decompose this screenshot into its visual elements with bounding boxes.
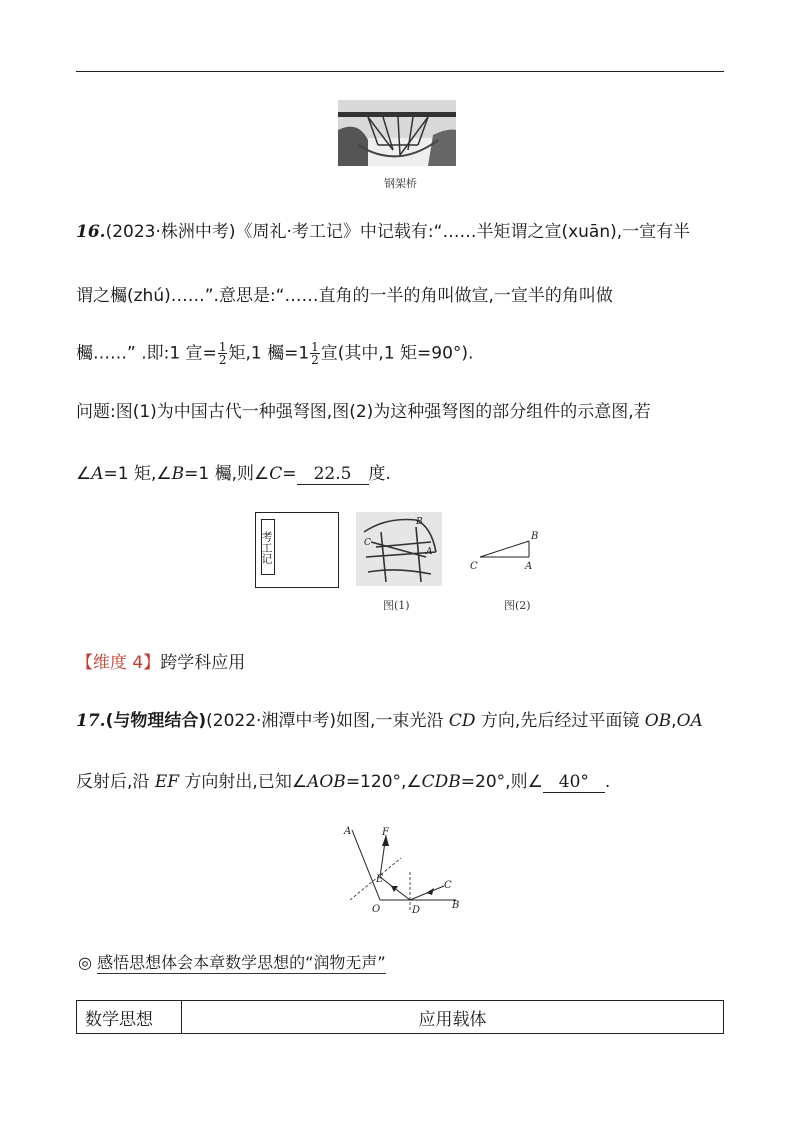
svg-text:C: C	[364, 538, 371, 548]
fraction-half-2: $\frac{1}{2}$	[311, 340, 319, 367]
fraction-half-1: $\frac{1}{2}$	[218, 340, 227, 367]
math-thinking-table	[76, 1000, 724, 1034]
q17-number: 17.	[76, 711, 106, 731]
q16-line-2: 谓之欘(zhú)……”.意思是:“……直角的一半的角叫做宣,一宣半的角叫做	[76, 286, 613, 306]
arrow-dc	[426, 888, 434, 895]
book-figure	[255, 512, 339, 588]
q16-answer: 22.5	[297, 464, 369, 485]
triangle-diagram	[465, 525, 545, 575]
think-text: 感悟思想体会本章数学思想的“润物无声”	[97, 953, 386, 972]
q17-line-2: 反射后,沿 EF 方向射出,已知∠AOB=120°,∠CDB=20°,则∠ 40° .	[76, 772, 611, 792]
q16-line-4: 问题:图(1)为中国古代一种强弩图,图(2)为这种强弩图的部分组件的示意图,若	[76, 402, 651, 422]
svg-text:B: B	[452, 900, 460, 911]
svg-text:C: C	[444, 880, 452, 891]
bullet-icon: ◎	[78, 953, 92, 972]
fig2-caption: 图(2)	[504, 599, 531, 612]
q17-line-1: 17.(与物理结合)(2022·湘潭中考)如图,一束光沿 CD 方向,先后经过平面镜 OB,OA	[76, 711, 703, 731]
q17-tag: (与物理结合)	[105, 711, 207, 731]
label-a: A	[525, 561, 533, 572]
q16-line-3: 欘……” .即:1 宣= $\frac{1}{2}$ 矩,1 欘=1 $\frac{1}{2}$ 宣(其中,1 矩=90°).	[76, 340, 474, 367]
svg-text:A: A	[344, 826, 352, 837]
svg-text:D: D	[412, 905, 421, 916]
q17-answer: 40°	[543, 772, 605, 793]
dimension-text: 跨学科应用	[160, 653, 246, 673]
bridge-photo	[338, 100, 456, 166]
label-b: B	[531, 531, 539, 542]
dimension-heading	[76, 651, 245, 675]
svg-text:O: O	[372, 904, 381, 915]
q16-number: 16.	[76, 222, 106, 242]
arrow-e	[391, 886, 398, 892]
table-header-cell: 应用载体	[182, 1001, 724, 1034]
mirror-diagram	[336, 820, 466, 920]
q16-line-1: 16.(2023·株洲中考)《周礼·考工记》中记载有:“……半矩谓之宣(xuān),一宣有半	[76, 222, 691, 242]
crossbow-illustration	[356, 512, 442, 586]
svg-text:A: A	[426, 547, 433, 557]
fig1-caption: 图(1)	[383, 599, 410, 612]
q16-line-5: ∠A=1 矩,∠B=1 欘,则∠C= 22.5 度.	[76, 464, 391, 484]
svg-text:F: F	[382, 827, 389, 838]
think-heading	[78, 950, 386, 973]
label-c: C	[470, 561, 478, 572]
book-title: 考工记	[261, 519, 275, 575]
table-header-row	[77, 1001, 724, 1034]
table-header-cell: 数学思想	[77, 1001, 182, 1034]
svg-text:B: B	[416, 517, 423, 527]
top-rule	[76, 71, 724, 72]
dimension-label: 【维度 4】	[76, 653, 161, 673]
svg-text:E: E	[376, 874, 384, 885]
bridge-caption: 钢架桥	[384, 177, 417, 190]
